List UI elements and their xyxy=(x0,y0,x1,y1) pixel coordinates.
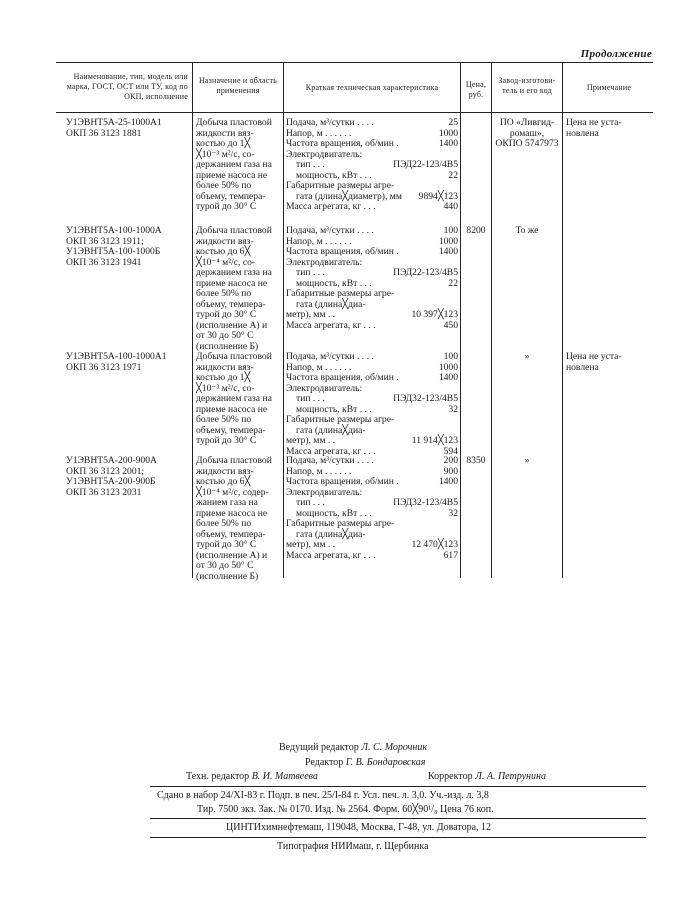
spec-value: 1400 xyxy=(438,138,458,149)
spec-value: ПЭД32-123/4В5 xyxy=(393,393,458,404)
spec-line xyxy=(286,551,458,562)
header-name: Наименование, тип, модель или марка, ГОСТ, ОСТ или ТУ, код по ОКП, исполнение xyxy=(66,72,188,101)
table-header-rule xyxy=(56,112,653,113)
spec-value: 11 914╳123 xyxy=(411,435,458,446)
header-note: Примечание xyxy=(586,83,632,92)
spec-value: 1400 xyxy=(438,372,458,383)
colophon-rule xyxy=(150,786,646,787)
spec-value: 900 xyxy=(443,465,458,477)
row-purpose: Добыча пластовой жидкости вяз- костью до 6╳ ╳10⁻⁴ м²/с, содер- жанием газа на приеме насоса не более 50% по объему, темпера- турой до 30° С (исполнение А) и от 30 до 50° С (исполнение Б) xyxy=(196,455,272,582)
colophon-print-run: Тир. 7500 экз. Зак. № 0170. Изд. № 2564. Форм. 60╳90¹/₈ Цена 76 коп. xyxy=(197,804,494,815)
spec-label: Электродвигатель: xyxy=(286,486,363,498)
spec-label: Напор, м . . . . . . xyxy=(286,465,352,477)
spec-value: 450 xyxy=(443,319,458,331)
spec-value: ПЭД22-123/4В5 xyxy=(393,159,458,170)
spec-label: Электродвигатель: xyxy=(286,382,363,394)
spec-label: Частота вращения, об/мин . xyxy=(286,476,399,487)
row-name: У1ЭВНТ5А-100-1000А1 ОКП 36 3123 1971 xyxy=(66,351,167,373)
colophon-publisher: ЦИНТИхимнефтемаш, 119048, Москва, Г-48, ул. Доватора, 12 xyxy=(226,822,492,833)
spec-label: Электродвигатель: xyxy=(286,256,363,268)
spec-value: 200 xyxy=(443,455,458,466)
spec-value: 10 397╳123 xyxy=(411,309,458,320)
spec-label: Частота вращения, об/мин . xyxy=(286,138,399,149)
spec-value: 9894╳123 xyxy=(418,190,458,202)
header-purpose: Назначение и область применения xyxy=(198,76,278,95)
spec-label: метр), мм . . xyxy=(286,539,336,550)
row-spec xyxy=(286,226,458,331)
spec-label: Частота вращения, об/мин . xyxy=(286,246,399,257)
header-maker: Завод-изготови- тель и его код xyxy=(498,76,556,95)
spec-label: тип . . . xyxy=(296,497,325,508)
row-note: Цена не уста- новлена xyxy=(566,117,622,139)
row-maker: » xyxy=(524,351,530,362)
spec-value: 100 xyxy=(443,351,458,362)
spec-label: метр), мм . . xyxy=(286,309,336,320)
spec-value: 1000 xyxy=(438,127,458,139)
spec-label: гата (длина╳диа- xyxy=(296,528,366,540)
spec-label: Габаритные размеры агре- xyxy=(286,180,395,191)
row-name: У1ЭВНТ5А-200-900А ОКП 36 3123 2001; У1ЭВНТ5А-200-900Б ОКП 36 3123 2031 xyxy=(66,455,157,498)
column-divider xyxy=(562,62,563,578)
spec-value: 100 xyxy=(443,225,458,236)
row-purpose: Добыча пластовой жидкости вяз- костью до 1╳ ╳10⁻³ м²/с, со- держанием газа на приеме насоса не более 50% по объему, темпера- турой до 30° С xyxy=(196,117,272,212)
spec-value: ПЭД32-123/4В5 xyxy=(393,497,458,508)
spec-label: мощность, кВт . . . xyxy=(296,403,372,415)
header-price: Цена, руб. xyxy=(465,80,487,99)
spec-label: Габаритные размеры агре- xyxy=(286,288,395,299)
row-maker: » xyxy=(524,455,530,466)
row-purpose: Добыча пластовой жидкости вяз- костью до 1╳ ╳10⁻³ м²/с, со- держанием газа на приеме насоса не более 50% по объему, темпера- турой до 30° С xyxy=(196,351,272,446)
spec-value: 32 xyxy=(448,403,458,415)
spec-label: Масса агрегата, кг . . . xyxy=(286,549,376,561)
spec-label: Габаритные размеры агре- xyxy=(286,518,395,529)
row-maker: ПО «Ливгид- ромаш», ОКПО 5747973 xyxy=(495,117,559,149)
row-maker: То же xyxy=(515,225,539,236)
row-purpose: Добыча пластовой жидкости вяз- костью до 6╳ ╳10⁻⁴ м²/с, со- держанием газа на приеме насоса не более 50% по объему, темпера- турой до 30° С (исполнение А) и от 30 до 50° С (исполнение Б) xyxy=(196,225,272,352)
spec-value: 1400 xyxy=(438,246,458,257)
spec-label: тип . . . xyxy=(296,159,325,170)
spec-label: Подача, м³/сутки . . . . xyxy=(286,225,374,236)
column-divider xyxy=(460,62,461,578)
spec-label: Масса агрегата, кг . . . xyxy=(286,319,376,331)
colophon-editor: Редактор Г. В. Бондаровская xyxy=(305,757,426,768)
colophon-print-dates: Сдано в набор 24/XI-83 г. Подп. в печ. 25/I-84 г. Усл. печ. л. 3,0. Уч.-изд. л. 3,8 xyxy=(157,790,489,801)
header-spec: Краткая техническая характеристика xyxy=(305,83,439,92)
colophon-corrector: Корректор Л. А. Петрунина xyxy=(428,771,546,782)
colophon-printer: Типография НИИмаш, г. Щербинка xyxy=(277,841,429,852)
spec-label: Напор, м . . . . . . xyxy=(286,235,352,247)
colophon-tech-editor: Техн. редактор В. И. Матвеева xyxy=(186,771,318,782)
spec-value: 1400 xyxy=(438,476,458,487)
spec-label: мощность, кВт . . . xyxy=(296,277,372,289)
spec-label: Напор, м . . . . . . xyxy=(286,127,352,139)
spec-value: 22 xyxy=(448,277,458,289)
spec-label: мощность, кВт . . . xyxy=(296,169,372,181)
spec-label: Масса агрегата, кг . . . xyxy=(286,201,376,212)
colophon-lead-editor: Ведущий редактор Л. С. Морочник xyxy=(279,742,428,753)
spec-label: Электродвигатель: xyxy=(286,148,363,160)
spec-line xyxy=(286,202,458,213)
colophon-rule xyxy=(150,818,646,819)
row-name: У1ЭВНТ5А-100-1000А ОКП 36 3123 1911; У1ЭВНТ5А-100-1000Б ОКП 36 3123 1941 xyxy=(66,225,162,268)
spec-label: Подача, м³/сутки . . . . xyxy=(286,455,374,466)
spec-label: гата (длина╳диа- xyxy=(296,424,366,436)
spec-label: Габаритные размеры агре- xyxy=(286,414,395,425)
spec-value: ПЭД22-123/4В5 xyxy=(393,267,458,278)
colophon-rule xyxy=(150,837,646,838)
row-spec xyxy=(286,456,458,561)
spec-value: 12 470╳123 xyxy=(411,539,458,550)
table-top-rule xyxy=(56,62,653,63)
column-divider xyxy=(283,62,284,578)
row-name: У1ЭВНТ5А-25-1000А1 ОКП 36 3123 1881 xyxy=(66,117,162,139)
spec-label: мощность, кВт . . . xyxy=(296,507,372,519)
spec-label: Напор, м . . . . . . xyxy=(286,361,352,373)
spec-value: 1000 xyxy=(438,361,458,373)
spec-label: Частота вращения, об/мин . xyxy=(286,372,399,383)
row-spec xyxy=(286,118,458,213)
continuation-label: Продолжение xyxy=(580,48,652,60)
row-price: 8350 xyxy=(466,455,486,466)
spec-label: гата (длина╳диаметр), мм xyxy=(296,190,402,202)
spec-value: 617 xyxy=(443,549,458,561)
spec-label: Масса агрегата, кг . . . xyxy=(286,445,376,457)
spec-line xyxy=(286,321,458,332)
column-divider xyxy=(192,62,193,578)
spec-value: 594 xyxy=(443,445,458,457)
row-spec xyxy=(286,352,458,457)
spec-label: метр), мм . . xyxy=(286,435,336,446)
spec-label: Подача, м³/сутки . . . . xyxy=(286,351,374,362)
spec-value: 25 xyxy=(448,117,458,128)
spec-value: 32 xyxy=(448,507,458,519)
spec-label: гата (длина╳диа- xyxy=(296,298,366,310)
spec-value: 22 xyxy=(448,169,458,181)
spec-label: Подача, м³/сутки . . . . xyxy=(286,117,374,128)
spec-value: 1000 xyxy=(438,235,458,247)
spec-value: 440 xyxy=(443,201,458,212)
spec-label: тип . . . xyxy=(296,393,325,404)
row-price: 8200 xyxy=(466,225,486,236)
row-note: Цена не уста- новлена xyxy=(566,351,622,373)
spec-label: тип . . . xyxy=(296,267,325,278)
